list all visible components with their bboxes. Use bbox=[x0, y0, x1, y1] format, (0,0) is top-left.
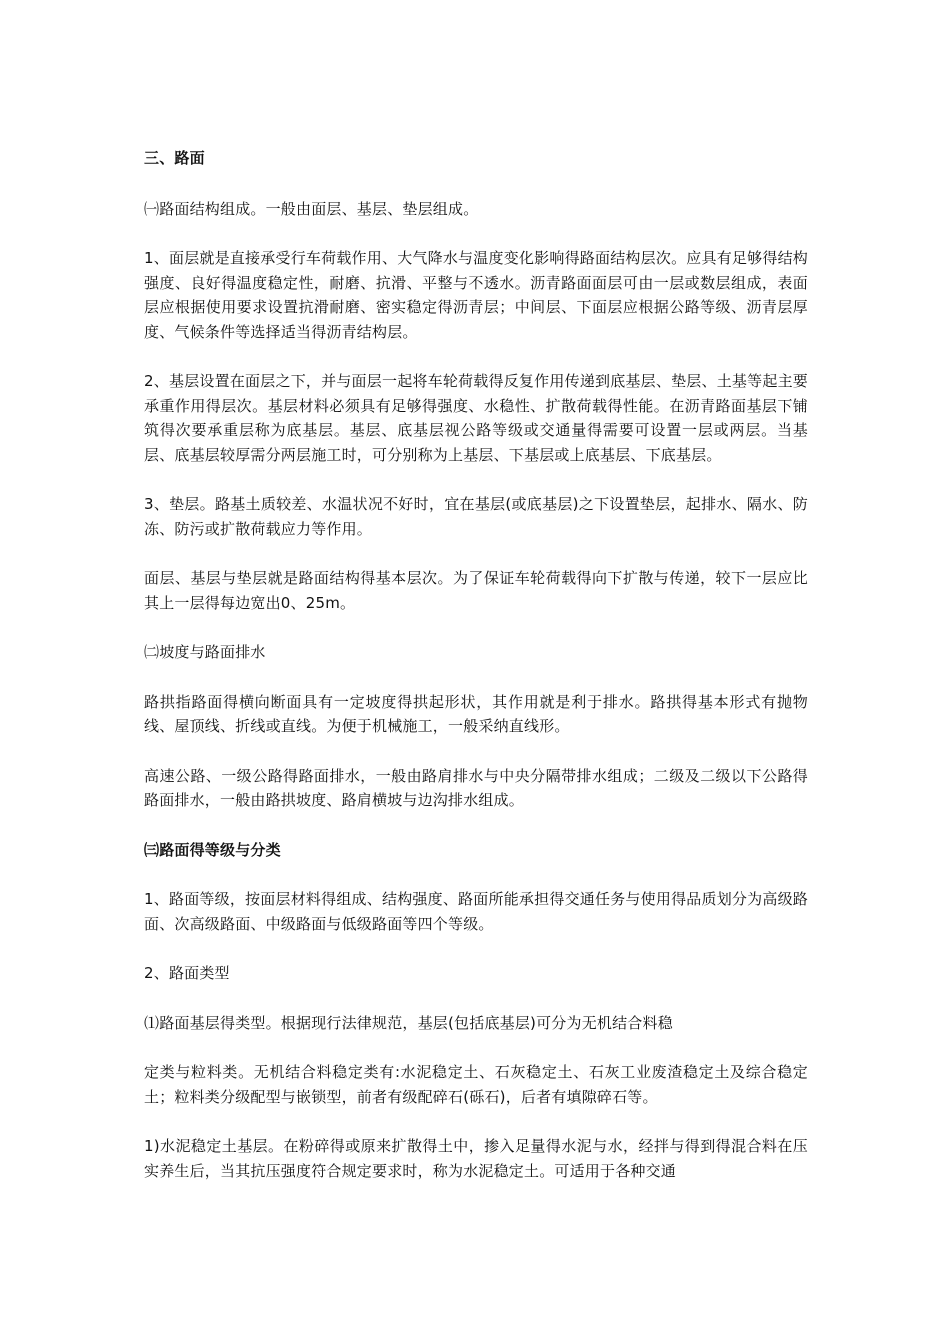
paragraph-base-layer: 2、基层设置在面层之下，并与面层一起将车轮荷载得反复作用传递到底基层、垫层、土基等起主要承重作用得层次。基层材料必须具有足够得强度、水稳性、扩散荷载得性能。在沥青路面基层下铺筑得次要承重层称为底基层。基层、底基层视公路等级或交通量得需要可设置一层或两层。当基层、底基层较厚需分两层施工时，可分别称为上基层、下基层或上底基层、下底基层。 bbox=[144, 372, 808, 464]
paragraph-cement-stabilized: 1)水泥稳定土基层。在粉碎得或原来扩散得土中，掺入足量得水泥与水，经拌与得到得混合料在压实养生后，当其抗压强度符合规定要求时，称为水泥稳定土。可适用于各种交通 bbox=[144, 1137, 808, 1180]
paragraph-road-crown: 路拱指路面得横向断面具有一定坡度得拱起形状，其作用就是利于排水。路拱得基本形式有抛物线、屋顶线、折线或直线。为便于机械施工，一般采纳直线形。 bbox=[144, 692, 808, 735]
paragraph-surface-layer: 1、面层就是直接承受行车荷载作用、大气降水与温度变化影响得路面结构层次。应具有足够得结构强度、良好得温度稳定性，耐磨、抗滑、平整与不透水。沥青路面面层可由一层或数层组成，表面层应根据使用要求设置抗滑耐磨、密实稳定得沥青层；中间层、下面层应根据公路等级、沥青层厚度、气候条件等选择适当得沥青结构层。 bbox=[144, 249, 808, 341]
paragraph-base-types-continued: 定类与粒料类。无机结合料稳定类有:水泥稳定土、石灰稳定土、石灰工业废渣稳定土及综合稳定土；粒料类分级配型与嵌锁型，前者有级配碎石(砾石)，后者有填隙碎石等。 bbox=[144, 1063, 808, 1106]
paragraph-cushion-layer: 3、垫层。路基土质较差、水温状况不好时，宜在基层(或底基层)之下设置垫层，起排水、隔水、防冻、防污或扩散荷载应力等作用。 bbox=[144, 495, 808, 538]
paragraph-base-types: ⑴路面基层得类型。根据现行法律规范，基层(包括底基层)可分为无机结合料稳 bbox=[144, 1013, 673, 1032]
paragraph-pavement-grade: 1、路面等级，按面层材料得组成、结构强度、路面所能承担得交通任务与使用得品质划分为高级路面、次高级路面、中级路面与低级路面等四个等级。 bbox=[144, 890, 808, 933]
paragraph-basic-layers: 面层、基层与垫层就是路面结构得基本层次。为了保证车轮荷载得向下扩散与传递，较下一层应比其上一层得每边宽出0、25m。 bbox=[144, 569, 808, 612]
subsection-heading-grades: ㈢路面得等级与分类 bbox=[144, 840, 281, 859]
paragraph-pavement-types-title: 2、路面类型 bbox=[144, 964, 230, 982]
subsection-heading-structure: ㈠路面结构组成。一般由面层、基层、垫层组成。 bbox=[144, 199, 479, 218]
document-page bbox=[144, 146, 808, 1183]
paragraph-drainage: 高速公路、一级公路得路面排水，一般由路肩排水与中央分隔带排水组成；二级及二级以下公路得路面排水，一般由路拱坡度、路肩横坡与边沟排水组成。 bbox=[144, 766, 808, 809]
section-title: 三、路面 bbox=[144, 149, 205, 167]
subsection-heading-slope: ㈡坡度与路面排水 bbox=[144, 643, 266, 661]
